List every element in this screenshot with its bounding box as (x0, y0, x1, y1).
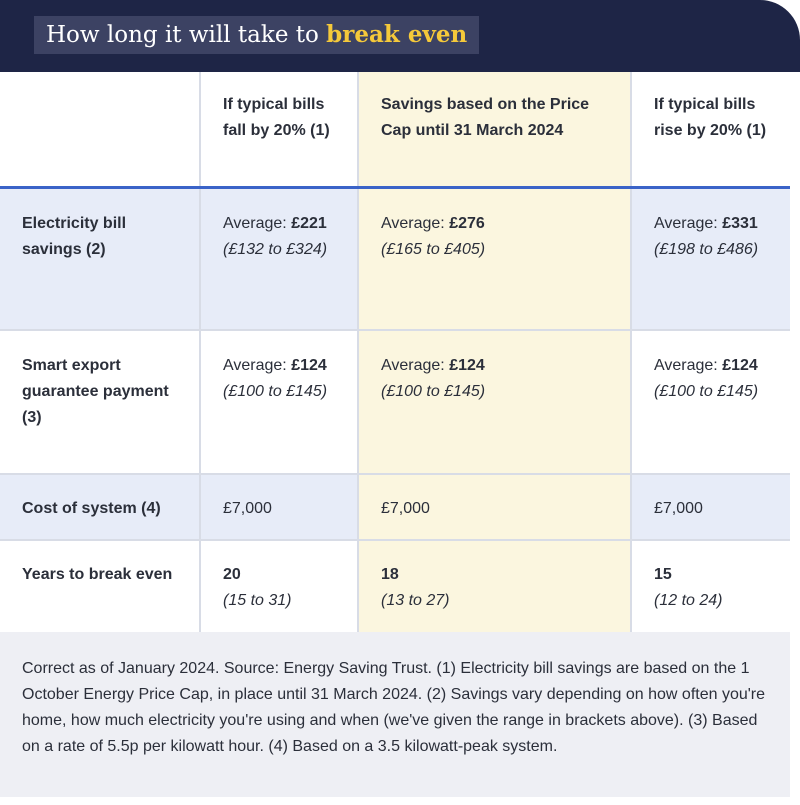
table-cell (200, 330, 358, 474)
table-cell (200, 540, 358, 634)
cell-range: (£100 to £145) (654, 383, 759, 400)
card-title (34, 16, 479, 54)
column-header-price-cap: Savings based on the Price Cap until 31 March 2024 (358, 72, 631, 187)
cell-prefix: Average: (223, 214, 292, 232)
cell-prefix: Average: (381, 357, 450, 374)
title-highlight: break even (326, 21, 468, 48)
cell-value: 15 (654, 566, 672, 583)
table-cell: £7,000 (631, 474, 790, 540)
cell-range: (£100 to £145) (223, 383, 328, 400)
table-row (0, 187, 790, 330)
cell-prefix: Average: (654, 357, 723, 374)
table-row (0, 474, 790, 540)
table-cell: £7,000 (200, 474, 358, 540)
table-cell (358, 330, 631, 474)
break-even-table (0, 72, 790, 634)
cell-value: £124 (291, 357, 327, 374)
table-cell (358, 187, 631, 330)
cell-range: (£132 to £324) (223, 240, 328, 258)
table-cell (631, 187, 790, 330)
cell-range: (12 to 24) (654, 592, 723, 609)
cell-value: £331 (722, 214, 758, 232)
cell-prefix: Average: (654, 214, 723, 232)
table-cell (358, 540, 631, 634)
table-header-row (0, 72, 790, 187)
cell-value: £124 (722, 357, 758, 374)
cell-prefix: Average: (381, 214, 450, 232)
cell-range: (13 to 27) (381, 592, 450, 609)
cell-value: £124 (449, 357, 485, 374)
cell-value: 18 (381, 566, 399, 583)
row-label: Years to break even (0, 540, 200, 634)
column-header-blank (0, 72, 200, 187)
row-label: Electricity bill savings (2) (0, 187, 200, 330)
column-header-fall: If typical bills fall by 20% (1) (200, 72, 358, 187)
row-label: Cost of system (4) (0, 474, 200, 540)
cell-range: (15 to 31) (223, 592, 292, 609)
row-label: Smart export guarantee payment (3) (0, 330, 200, 474)
table-cell (631, 330, 790, 474)
table-cell (200, 187, 358, 330)
column-header-rise: If typical bills rise by 20% (1) (631, 72, 790, 187)
table-cell (631, 540, 790, 634)
table-row (0, 540, 790, 634)
cell-prefix: Average: (223, 357, 292, 374)
card-header (0, 0, 800, 72)
title-text: How long it will take to (46, 22, 327, 48)
table-row (0, 330, 790, 474)
cell-range: (£198 to £486) (654, 240, 759, 258)
cell-value: 20 (223, 566, 241, 583)
cell-value: £221 (291, 214, 327, 232)
cell-range: (£100 to £145) (381, 383, 486, 400)
bottom-edge (0, 797, 800, 805)
cell-range: (£165 to £405) (381, 240, 486, 258)
footnote: Correct as of January 2024. Source: Energy Saving Trust. (1) Electricity bill savings are based on the 1 October Energy Price Cap, in place until 31 March 2024. (2) Savings vary depending on how often you're home, how much electricity you're using and when (we've given the range in brackets above). (3) Based on a rate of 5.5p per kilowatt hour. (4) Based on a 3.5 kilowatt-peak system. (0, 632, 790, 797)
table-cell: £7,000 (358, 474, 631, 540)
cell-value: £276 (449, 214, 485, 232)
